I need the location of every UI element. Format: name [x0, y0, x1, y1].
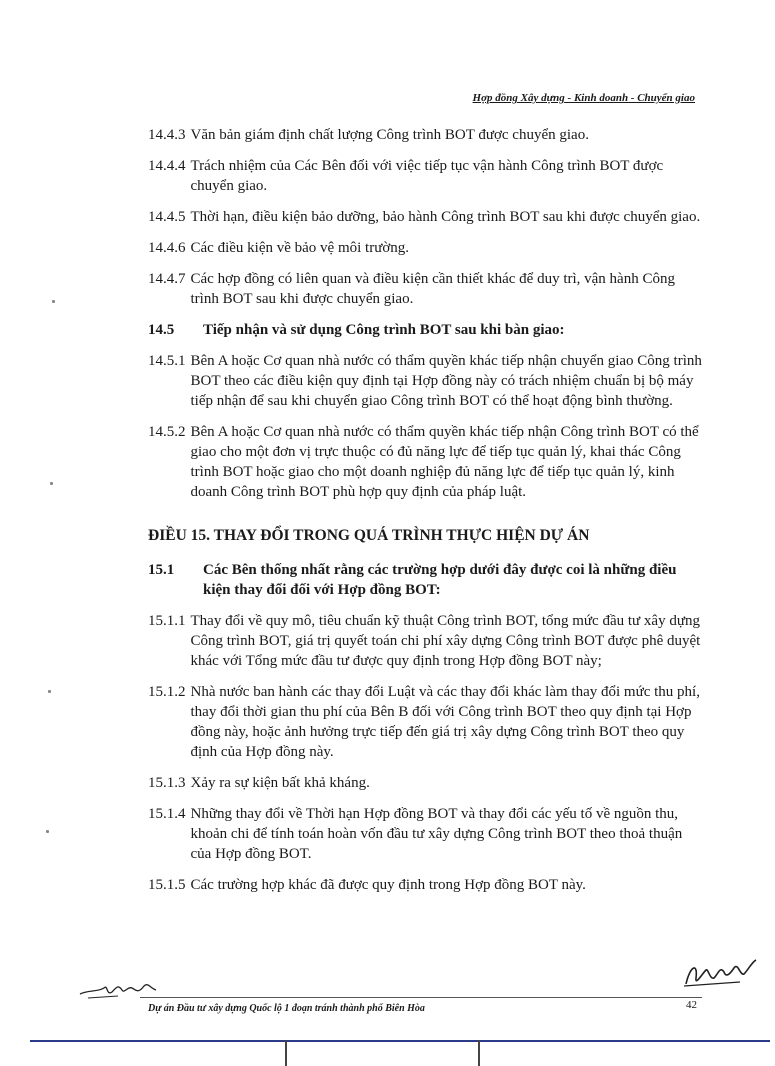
clause-14-4-7: [148, 269, 703, 309]
signature-initials-left: [78, 978, 168, 1002]
clause-text: Các hợp đồng có liên quan và điều kiện cần thiết khác để duy trì, vận hành Công trình BOT sau khi được chuyển giao.: [190, 271, 675, 307]
signature-initials-right: [680, 956, 760, 990]
clause-number: 14.5.1: [148, 353, 186, 369]
clause-14-5-1: [148, 351, 703, 411]
scan-speck: [46, 830, 49, 833]
clause-number: 14.5.2: [148, 424, 186, 440]
section-title: Các Bên thống nhất rằng các trường hợp dưới đây được coi là những điều kiện thay đổi đối với Hợp đồng BOT:: [203, 562, 677, 598]
article-heading-15: ĐIỀU 15. THAY ĐỔI TRONG QUÁ TRÌNH THỰC HIỆN DỰ ÁN: [148, 527, 590, 544]
clause-14-4-6: [148, 238, 703, 258]
footer-rule: [140, 997, 702, 998]
clause-number: 15.1.1: [148, 613, 186, 629]
clause-15-1-3: [148, 773, 703, 793]
scan-speck: [52, 300, 55, 303]
clause-14-5-2: [148, 422, 703, 502]
clause-text: Xảy ra sự kiện bất khả kháng.: [190, 775, 370, 791]
clause-15-1-5: [148, 875, 703, 895]
clause-15-1-1: [148, 611, 703, 671]
clause-number: 15.1.4: [148, 806, 186, 822]
running-header: Hợp đồng Xây dựng - Kinh doanh - Chuyển giao: [472, 92, 695, 104]
clause-number: 14.4.7: [148, 271, 186, 287]
clause-text: Bên A hoặc Cơ quan nhà nước có thẩm quyền khác tiếp nhận Công trình BOT có thể giao cho một đơn vị trực thuộc có đủ năng lực để tiếp tục quản lý, khai thác Công trình BOT hoặc giao cho một doanh nghiệp đủ năng lực để tiếp tục quản lý, kinh doanh Công trình BOT phù hợp quy định của pháp luật.: [190, 424, 699, 500]
section-number: 15.1: [148, 562, 175, 578]
scan-speck: [50, 482, 53, 485]
clause-number: 14.4.4: [148, 158, 186, 174]
clause-15-1-2: [148, 682, 703, 762]
clause-14-4-3: [148, 125, 703, 145]
clause-text: Các trường hợp khác đã được quy định trong Hợp đồng BOT này.: [190, 877, 586, 893]
clause-14-4-5: [148, 207, 703, 227]
clause-14-4-4: [148, 156, 703, 196]
section-number: 14.5: [148, 322, 175, 338]
clause-text: Những thay đổi về Thời hạn Hợp đồng BOT và thay đổi các yếu tố về nguồn thu, khoản chi để tính toán hoàn vốn đầu tư xây dựng Công trình BOT theo thoả thuận của Hợp đồng BOT.: [190, 806, 683, 862]
clause-number: 15.1.2: [148, 684, 186, 700]
scan-edge-mark: [285, 1040, 287, 1066]
scan-edge-mark: [478, 1040, 480, 1066]
clause-text: Trách nhiệm của Các Bên đối với việc tiếp tục vận hành Công trình BOT được chuyển giao.: [190, 158, 664, 194]
clause-number: 15.1.3: [148, 775, 186, 791]
scan-edge-line: [30, 1040, 770, 1042]
footer-project-name: Dự án Đầu tư xây dựng Quốc lộ 1 đoạn tránh thành phố Biên Hòa: [148, 1003, 425, 1014]
clause-text: Thay đổi về quy mô, tiêu chuẩn kỹ thuật Công trình BOT, tổng mức đầu tư xây dựng Công trình BOT, giá trị quyết toán chi phí xây dựng Công trình BOT được phê duyệt khác với Tổng mức đầu tư được quy định trong Hợp đồng BOT này;: [190, 613, 701, 669]
section-title: Tiếp nhận và sử dụng Công trình BOT sau khi bàn giao:: [203, 322, 565, 338]
clause-text: Bên A hoặc Cơ quan nhà nước có thẩm quyền khác tiếp nhận chuyển giao Công trình BOT theo các điều kiện quy định tại Hợp đồng này có trách nhiệm chuẩn bị bộ máy tiếp nhận để sau khi chuyển giao Công trình BOT có thể hoạt động bình thường.: [190, 353, 702, 409]
section-heading-14-5: [148, 320, 703, 340]
clause-number: 14.4.6: [148, 240, 186, 256]
clause-text: Các điều kiện về bảo vệ môi trường.: [190, 240, 410, 256]
scan-speck: [48, 690, 51, 693]
clause-text: Nhà nước ban hành các thay đổi Luật và các thay đổi khác làm thay đổi mức thu phí, thay đổi thời gian thu phí của Bên B đối với Công trình BOT theo quy định tại Hợp đồng này, hoặc ảnh hưởng trực tiếp đến giá trị xây dựng Công trình BOT theo quy định của Hợp đồng này.: [190, 684, 700, 760]
section-heading-15-1: [148, 560, 703, 600]
clause-number: 14.4.3: [148, 127, 186, 143]
page-number: 42: [686, 999, 697, 1011]
clause-text: Văn bản giám định chất lượng Công trình BOT được chuyển giao.: [190, 127, 589, 143]
clause-text: Thời hạn, điều kiện bảo dưỡng, bảo hành Công trình BOT sau khi được chuyển giao.: [190, 209, 701, 225]
clause-number: 14.4.5: [148, 209, 186, 225]
document-body: [148, 125, 703, 906]
clause-number: 15.1.5: [148, 877, 186, 893]
clause-15-1-4: [148, 804, 703, 864]
